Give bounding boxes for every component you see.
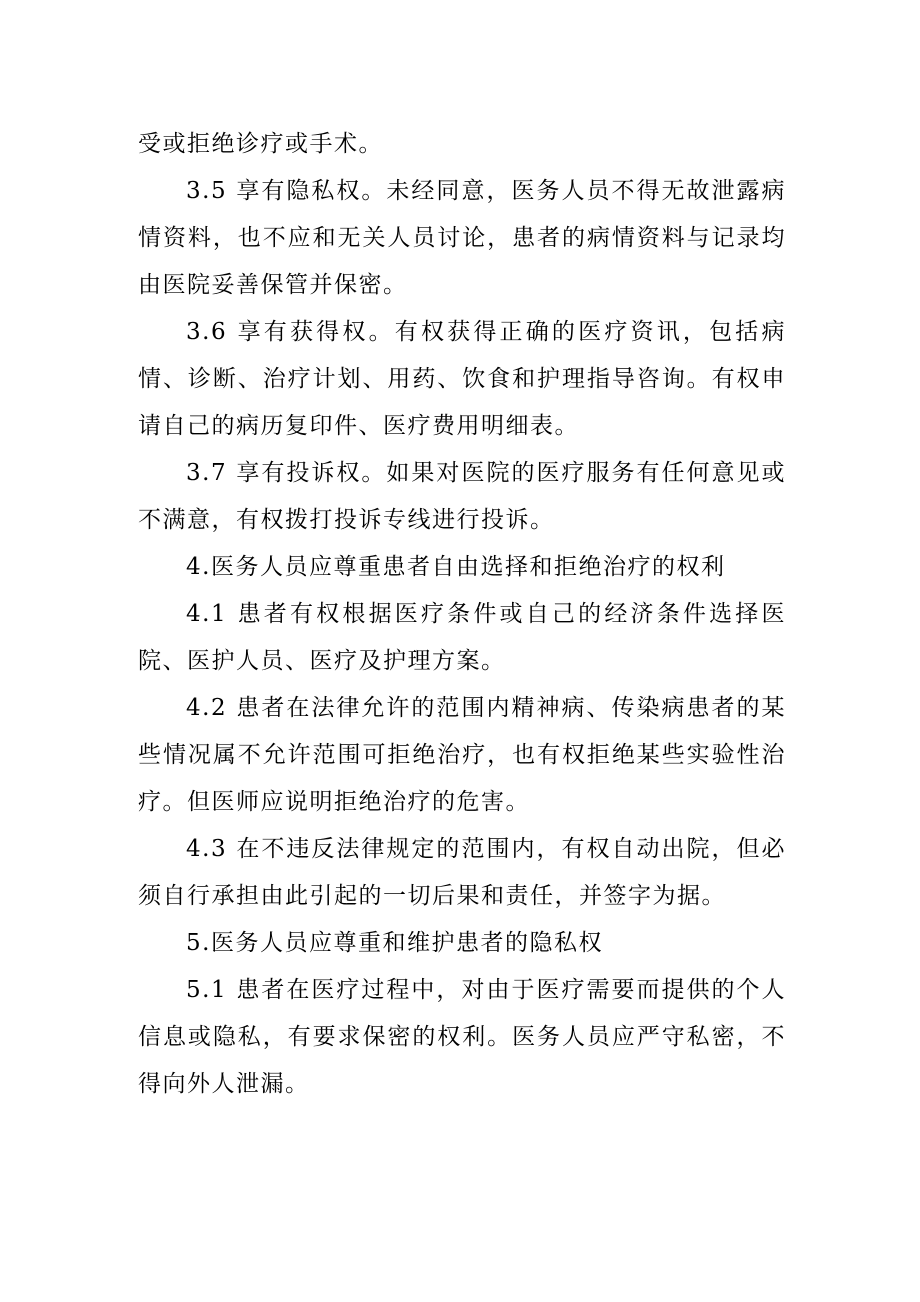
paragraph-4-2: 4.2 患者在法律允许的范围内精神病、传染病患者的某些情况属不允许范围可拒绝治疗，也有权拒绝某些实验性治疗。但医师应说明拒绝治疗的危害。 [138,695,786,815]
paragraph-3-5: 3.5 享有隐私权。未经同意，医务人员不得无故泄露病情资料，也不应和无关人员讨论，患者的病情资料与记录均由医院妥善保管并保密。 [138,178,786,298]
paragraph-5-1: 5.1 患者在医疗过程中，对由于医疗需要而提供的个人信息或隐私，有要求保密的权利。医务人员应严守私密，不得向外人泄漏。 [138,977,786,1097]
document-body [138,121,786,1108]
section-heading-4: 4.医务人员应尊重患者自由选择和拒绝治疗的权利 [186,554,726,580]
paragraph-4-3: 4.3 在不违反法律规定的范围内，有权自动出院，但必须自行承担由此引起的一切后果和责任，并签字为据。 [138,836,786,909]
section-heading-5: 5.医务人员应尊重和维护患者的隐私权 [186,930,603,956]
paragraph-3-7: 3.7 享有投诉权。如果对医院的医疗服务有任何意见或不满意，有权拨打投诉专线进行投诉。 [138,460,786,533]
paragraph-continuation: 受或拒绝诊疗或手术。 [138,131,383,157]
paragraph-3-6: 3.6 享有获得权。有权获得正确的医疗资讯，包括病情、诊断、治疗计划、用药、饮食和护理指导咨询。有权申请自己的病历复印件、医疗费用明细表。 [138,319,786,439]
paragraph-4-1: 4.1 患者有权根据医疗条件或自己的经济条件选择医院、医护人员、医疗及护理方案。 [138,601,786,674]
